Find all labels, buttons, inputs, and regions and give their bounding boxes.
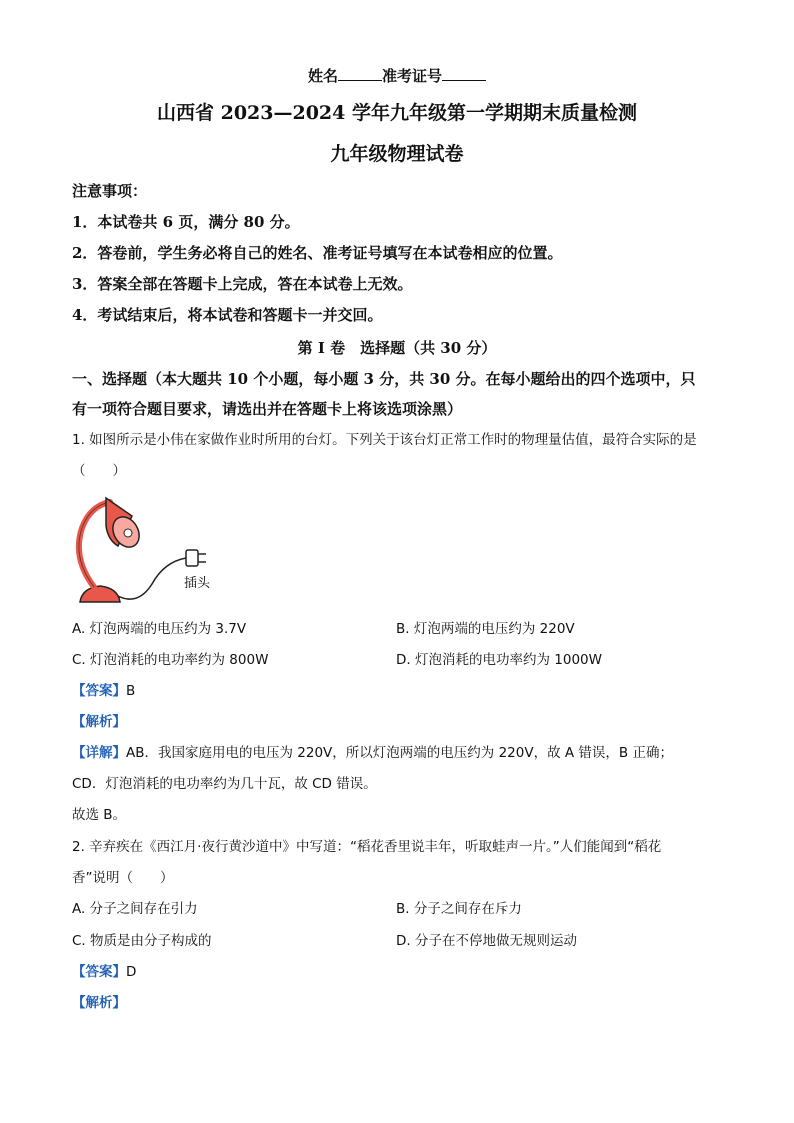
analysis-tag: 【解析】	[72, 714, 126, 730]
name-label: 姓名	[307, 67, 338, 85]
answer-tag: 【答案】	[72, 964, 126, 980]
notice-item: 4．考试结束后，将本试卷和答题卡一并交回。	[72, 306, 383, 324]
name-blank	[338, 66, 382, 81]
q2-stem: 2. 辛弃疾在《西江月·夜行黄沙道中》中写道：“稻花香里说丰年，听取蛙声一片。”人们能闻到“稻花	[72, 839, 662, 855]
q1-conclusion: 故选 B。	[72, 807, 127, 823]
answer-value: D	[126, 964, 137, 980]
q1-detail-cont: CD．灯泡消耗的电功率约为几十瓦，故 CD 错误。	[72, 776, 377, 792]
detail-tag: 【详解】	[72, 745, 126, 761]
q1-option-b: B. 灯泡两端的电压约为 220V	[396, 621, 575, 637]
q2-option-c: C. 物质是由分子构成的	[72, 933, 212, 949]
detail-text: AB．我国家庭用电的电压为 220V，所以灯泡两端的电压约为 220V，故 A 错误，B 正确；	[126, 745, 673, 761]
name-id-line	[0, 66, 794, 86]
q2-option-d: D. 分子在不停地做无规则运动	[396, 933, 577, 949]
notice-item: 2．答卷前，学生务必将自己的姓名、准考证号填写在本试卷相应的位置。	[72, 244, 563, 262]
q2-stem-cont: 香”说明（ ）	[72, 870, 174, 886]
analysis-tag: 【解析】	[72, 995, 126, 1011]
q2-option-a: A. 分子之间存在引力	[72, 901, 198, 917]
q1-option-d: D. 灯泡消耗的电功率约为 1000W	[396, 652, 602, 668]
q1-analysis	[72, 712, 126, 732]
q2-analysis	[72, 993, 126, 1013]
section-instruction: 一、选择题（本大题共 10 个小题，每小题 3 分，共 30 分。在每小题给出的四个选项中，只	[72, 370, 696, 388]
q1-stem-paren: （ ）	[72, 463, 126, 479]
q2-answer	[72, 962, 136, 982]
plug-label: 插头	[184, 576, 211, 591]
section-instruction: 有一项符合题目要求，请选出并在答题卡上将该选项涂黑）	[72, 400, 463, 418]
notice-item: 3．答案全部在答题卡上完成，答在本试卷上无效。	[72, 275, 413, 293]
exam-subtitle: 九年级物理试卷	[330, 143, 464, 165]
q2-option-b: B. 分子之间存在斥力	[396, 901, 522, 917]
q1-detail	[72, 743, 673, 763]
id-label: 准考证号	[382, 67, 443, 85]
notice-heading: 注意事项：	[72, 182, 148, 200]
notice-item: 1．本试卷共 6 页，满分 80 分。	[72, 213, 300, 231]
exam-title: 山西省 2023—2024 学年九年级第一学期期末质量检测	[157, 102, 637, 124]
q1-option-a: A. 灯泡两端的电压约为 3.7V	[72, 621, 247, 637]
q1-stem: 1. 如图所示是小伟在家做作业时所用的台灯。下列关于该台灯正常工作时的物理量估值，最符合实际的是	[72, 432, 697, 448]
id-blank	[442, 66, 486, 81]
section-title: 第 I 卷 选择题（共 30 分）	[297, 339, 497, 357]
q1-option-c: C. 灯泡消耗的电功率约为 800W	[72, 652, 269, 668]
answer-tag: 【答案】	[72, 683, 126, 699]
answer-value: B	[126, 683, 136, 699]
q1-answer	[72, 681, 135, 701]
